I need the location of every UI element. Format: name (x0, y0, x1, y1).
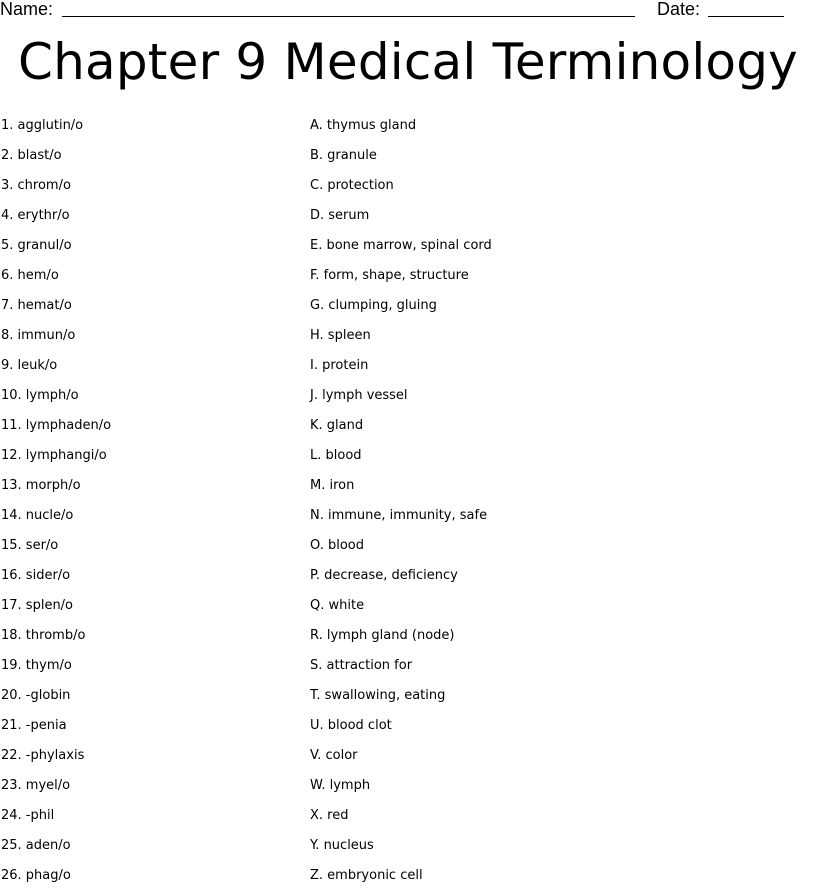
term-item: 10. lymph/o (1, 388, 79, 403)
definition-item: Z. embryonic cell (310, 868, 423, 883)
term-item: 2. blast/o (1, 148, 62, 163)
term-item: 25. aden/o (1, 838, 71, 853)
term-item: 13. morph/o (1, 478, 81, 493)
definition-item: W. lymph (310, 778, 371, 793)
page-title: Chapter 9 Medical Terminology (18, 33, 798, 91)
definition-item: P. decrease, deficiency (310, 568, 458, 583)
term-item: 23. myel/o (1, 778, 71, 793)
definition-item: F. form, shape, structure (310, 268, 469, 283)
term-item: 14. nucle/o (1, 508, 74, 523)
term-item: 17. splen/o (1, 598, 74, 613)
term-item: 6. hem/o (1, 268, 59, 283)
name-label: Name: (0, 0, 54, 19)
term-item: 4. erythr/o (1, 208, 70, 223)
terms-list (1, 116, 291, 896)
term-item: 3. chrom/o (1, 178, 71, 193)
definition-item: X. red (310, 808, 349, 823)
definition-item: U. blood clot (310, 718, 392, 733)
term-item: 15. ser/o (1, 538, 59, 553)
definitions-list (310, 116, 710, 896)
definition-item: S. attraction for (310, 658, 413, 673)
definition-item: K. gland (310, 418, 364, 433)
term-item: 9. leuk/o (1, 358, 58, 373)
definition-item: O. blood (310, 538, 364, 553)
term-item: 8. immun/o (1, 328, 76, 343)
term-item: 20. -globin (1, 688, 71, 703)
term-item: 1. agglutin/o (1, 118, 84, 133)
term-item: 16. sider/o (1, 568, 71, 583)
term-item: 24. -phil (1, 808, 55, 823)
term-item: 19. thym/o (1, 658, 72, 673)
term-item: 22. -phylaxis (1, 748, 85, 763)
term-item: 7. hemat/o (1, 298, 72, 313)
definition-item: V. color (310, 748, 358, 763)
definition-item: Q. white (310, 598, 365, 613)
definition-item: D. serum (310, 208, 370, 223)
definition-item: L. blood (310, 448, 362, 463)
term-item: 11. lymphaden/o (1, 418, 112, 433)
term-item: 18. thromb/o (1, 628, 86, 643)
definition-item: R. lymph gland (node) (310, 628, 455, 643)
term-item: 5. granul/o (1, 238, 72, 253)
definition-item: J. lymph vessel (310, 388, 408, 403)
definition-item: I. protein (310, 358, 369, 373)
worksheet-header (0, 0, 816, 22)
definition-item: T. swallowing, eating (310, 688, 446, 703)
definition-item: N. immune, immunity, safe (310, 508, 488, 523)
definition-item: A. thymus gland (310, 118, 417, 133)
definition-item: Y. nucleus (310, 838, 374, 853)
definition-item: B. granule (310, 148, 377, 163)
definition-item: M. iron (310, 478, 355, 493)
definition-item: C. protection (310, 178, 394, 193)
definition-item: H. spleen (310, 328, 371, 343)
term-item: 26. phag/o (1, 868, 71, 883)
name-field[interactable] (62, 0, 635, 17)
term-item: 21. -penia (1, 718, 67, 733)
definition-item: E. bone marrow, spinal cord (310, 238, 492, 253)
date-label: Date: (657, 0, 701, 19)
term-item: 12. lymphangi/o (1, 448, 107, 463)
date-field[interactable] (708, 0, 784, 17)
definition-item: G. clumping, gluing (310, 298, 437, 313)
